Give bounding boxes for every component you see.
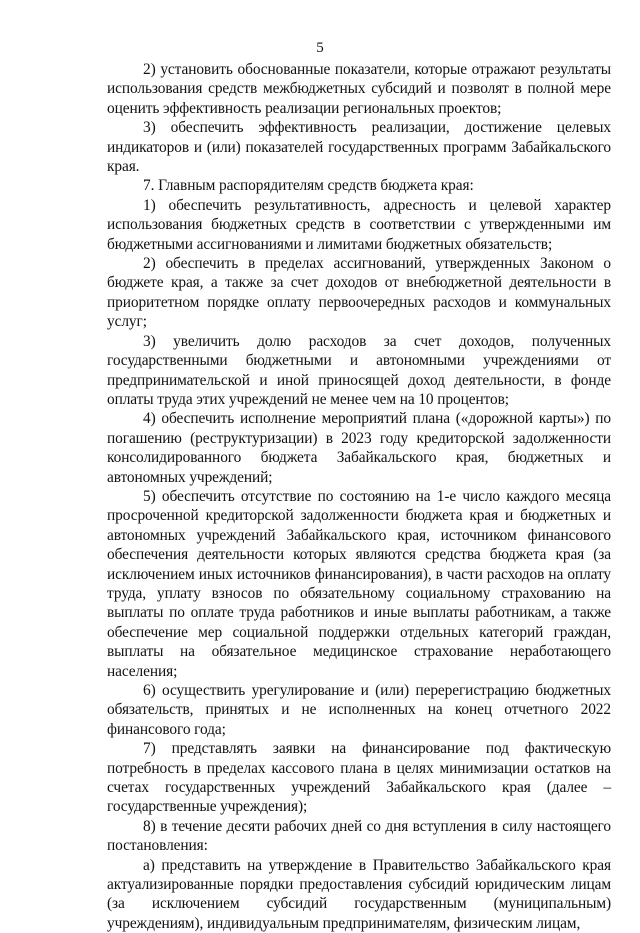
paragraph: 7. Главным распорядителям средств бюджета края:: [143, 177, 474, 195]
paragraph: 7) представлять заявки на финансирование под фактическую потребность в пределах кассового плана в целях минимизации остатков на счетах государственных учреждений Забайкальского края (далее – государственные учреждения);: [107, 740, 611, 816]
paragraph: 2) обеспечить в пределах ассигнований, утвержденных Законом о бюджете края, а также за счет доходов от внебюджетной деятельности в приоритетном порядке оплату первоочередных расходов и коммунальных услуг;: [107, 255, 611, 331]
document-body: [107, 60, 611, 933]
paragraph: 3) увеличить долю расходов за счет доходов, полученных государственными бюджетными и автономными учреждениями от предпринимательской и иной приносящей доход деятельности, в фонде оплаты труда этих учреждений не менее чем на 10 процентов;: [107, 332, 611, 408]
paragraph: а) представить на утверждение в Правительство Забайкальского края актуализированные порядки предоставления субсидий юридическим лицам (за исключением субсидий государственным (муниципальным) учреждениям), индивидуальным предпринимателям, физическим лицам,: [107, 856, 611, 932]
paragraph: 4) обеспечить исполнение мероприятий плана («дорожной карты») по погашению (реструктуризации) в 2023 году кредиторской задолженности консолидированного бюджета Забайкальского края, бюджетных и автономных учреждений;: [107, 410, 611, 486]
paragraph: 1) обеспечить результативность, адресность и целевой характер использования бюджетных средств в соответствии с утвержденными им бюджетными ассигнованиями и лимитами бюджетных обязательств;: [107, 196, 611, 253]
paragraph: 5) обеспечить отсутствие по состоянию на 1-е число каждого месяца просроченной кредиторской задолженности бюджета края и бюджетных и автономных учреждений Забайкальского края, источником финансового обеспечения деятельности которых являются средства бюджета края (за исключением иных источников финансирования), в части расходов на оплату труда, уплату взносов по обязательному социальному страхованию на выплаты по оплате труда работников и иные выплаты работникам, а также обеспечение мер социальной поддержки отдельных категорий граждан, выплаты на обязательное медицинское страхование неработающего населения;: [107, 487, 611, 680]
paragraph: 6) осуществить урегулирование и (или) перерегистрацию бюджетных обязательств, принятых и не исполненных на конец отчетного 2022 финансового года;: [107, 682, 611, 738]
paragraph: 8) в течение десяти рабочих дней со дня вступления в силу настоящего постановления:: [107, 817, 611, 855]
page-number: 5: [316, 40, 324, 56]
paragraph: 2) установить обоснованные показатели, которые отражают результаты использования средств межбюджетных субсидий и позволят в полной мере оценить эффективность реализации региональных проектов;: [107, 61, 611, 117]
paragraph: 3) обеспечить эффективность реализации, достижение целевых индикаторов и (или) показателей государственных программ Забайкальского края.: [107, 119, 611, 176]
